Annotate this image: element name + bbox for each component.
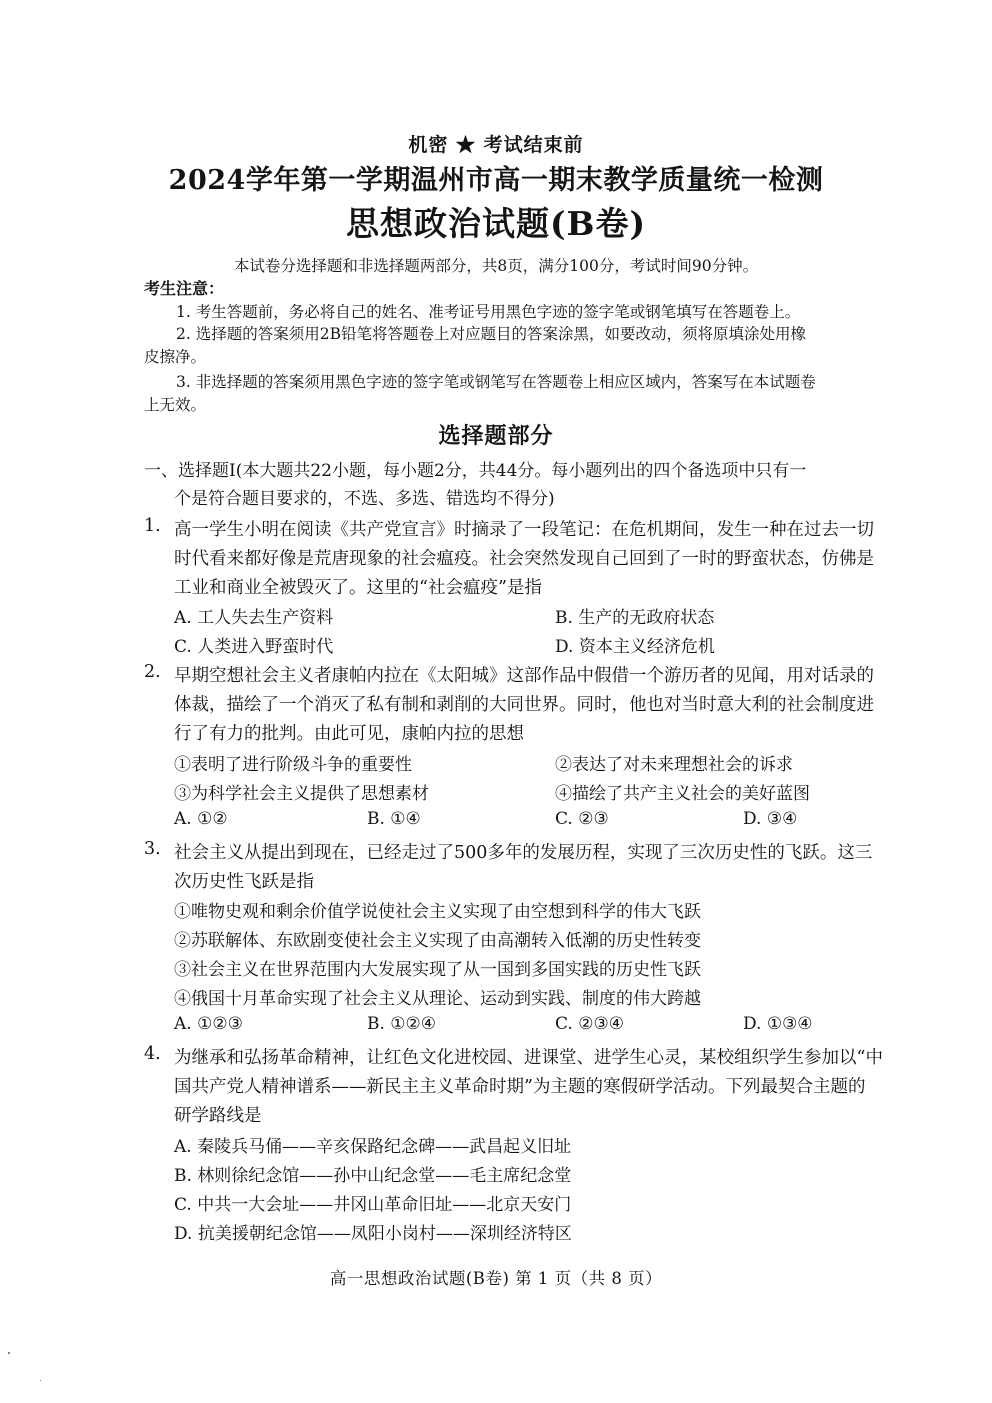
option-c: C. ②③④ <box>555 1014 624 1034</box>
question-number: 4. <box>144 1044 161 1064</box>
scan-speck <box>40 1380 41 1381</box>
option-d: D. ①③④ <box>743 1014 813 1034</box>
option-b: B. 生产的无政府状态 <box>555 608 715 628</box>
statement-3: ③为科学社会主义提供了思想素材 <box>174 784 429 804</box>
statement-1: ①唯物史观和剩余价值学说使社会主义实现了由空想到科学的伟大飞跃 <box>174 902 701 922</box>
part-instructions: 一、选择题Ⅰ(本大题共22小题，每小题2分，共44分。每小题列出的四个备选项中只有一 <box>144 461 807 481</box>
statement-4: ④俄国十月革命实现了社会主义从理论、运动到实践、制度的伟大跨越 <box>174 989 701 1009</box>
statement-3: ③社会主义在世界范围内大发展实现了从一国到多国实践的历史性飞跃 <box>174 960 701 980</box>
option-a: A. 工人失去生产资料 <box>174 608 334 628</box>
exam-intro: 本试卷分选择题和非选择题两部分，共8页，满分100分，考试时间90分钟。 <box>233 257 759 275</box>
question-text: 国共产党人精神谱系——新民主主义革命时期”为主题的寒假研学活动。下列最契合主题的 <box>174 1077 866 1097</box>
exam-subtitle: 思想政治试题(B卷) <box>345 204 647 243</box>
section-title: 选择题部分 <box>438 423 554 449</box>
question-number: 2. <box>144 662 161 682</box>
notice-item-1: 1. 考生答题前，务必将自己的姓名、准考证号用黑色字迹的签字笔或钢笔填写在答题卷上。 <box>176 303 801 321</box>
option-b: B. ①④ <box>367 809 421 829</box>
notice-heading: 考生注意： <box>144 279 225 298</box>
question-text: 研学路线是 <box>174 1106 262 1126</box>
page-footer: 高一思想政治试题(B卷) 第 1 页（共 8 页） <box>329 1269 663 1288</box>
option-c: C. 中共一大会址——井冈山革命旧址——北京天安门 <box>174 1195 572 1215</box>
part-instructions-cont: 个是符合题目要求的，不选、多选、错选均不得分) <box>174 489 555 509</box>
question-text: 体裁，描绘了一个消灭了私有制和剥削的大同世界。同时，他也对当时意大利的社会制度进 <box>174 695 874 715</box>
option-c: C. ②③ <box>555 809 609 829</box>
question-text: 行了有力的批判。由此可见，康帕内拉的思想 <box>174 724 524 744</box>
statement-2: ②苏联解体、东欧剧变使社会主义实现了由高潮转入低潮的历史性转变 <box>174 931 701 951</box>
option-a: A. ①②③ <box>174 1014 243 1034</box>
option-b: B. 林则徐纪念馆——孙中山纪念堂——毛主席纪念堂 <box>174 1166 572 1186</box>
option-d: D. 抗美援朝纪念馆——凤阳小岗村——深圳经济特区 <box>174 1224 572 1244</box>
statement-4: ④描绘了共产主义社会的美好蓝图 <box>555 784 810 804</box>
notice-item-3-cont: 上无效。 <box>144 396 207 414</box>
option-a: A. 秦陵兵马俑——辛亥保路纪念碑——武昌起义旧址 <box>174 1137 572 1157</box>
question-number: 3. <box>144 839 161 859</box>
statement-2: ②表达了对未来理想社会的诉求 <box>555 755 793 775</box>
option-d: D. ③④ <box>743 809 798 829</box>
option-c: C. 人类进入野蛮时代 <box>174 637 334 657</box>
question-text: 工业和商业全被毁灭了。这里的“社会瘟疫”是指 <box>174 578 542 598</box>
question-text: 社会主义从提出到现在，已经走过了500多年的发展历程，实现了三次历史性的飞跃。这三 <box>174 843 873 863</box>
notice-item-2-cont: 皮擦净。 <box>144 348 207 366</box>
question-number: 1. <box>144 516 161 536</box>
notice-item-3: 3. 非选择题的答案须用黑色字迹的签字笔或钢笔写在答题卷上相应区域内，答案写在本试题卷 <box>176 373 816 391</box>
option-b: B. ①②④ <box>367 1014 437 1034</box>
confidential-label: 机密 ★ 考试结束前 <box>408 134 584 156</box>
notice-item-2: 2. 选择题的答案须用2B铅笔将答题卷上对应题目的答案涂黑，如要改动，须将原填涂处用橡 <box>176 325 806 343</box>
question-text: 次历史性飞跃是指 <box>174 872 314 892</box>
exam-title: 2024学年第一学期温州市高一期末教学质量统一检测 <box>168 165 824 196</box>
question-text: 早期空想社会主义者康帕内拉在《太阳城》这部作品中假借一个游历者的见闻，用对话录的 <box>174 666 874 686</box>
option-d: D. 资本主义经济危机 <box>555 637 715 657</box>
question-text: 时代看来都好像是荒唐现象的社会瘟疫。社会突然发现自己回到了一时的野蛮状态，仿佛是 <box>174 549 874 569</box>
statement-1: ①表明了进行阶级斗争的重要性 <box>174 755 412 775</box>
option-a: A. ①② <box>174 809 228 829</box>
scan-speck <box>8 1352 10 1354</box>
question-text: 高一学生小明在阅读《共产党宣言》时摘录了一段笔记：在危机期间，发生一种在过去一切 <box>174 520 874 540</box>
question-text: 为继承和弘扬革命精神，让红色文化进校园、进课堂、进学生心灵，某校组织学生参加以“中 <box>174 1048 883 1068</box>
